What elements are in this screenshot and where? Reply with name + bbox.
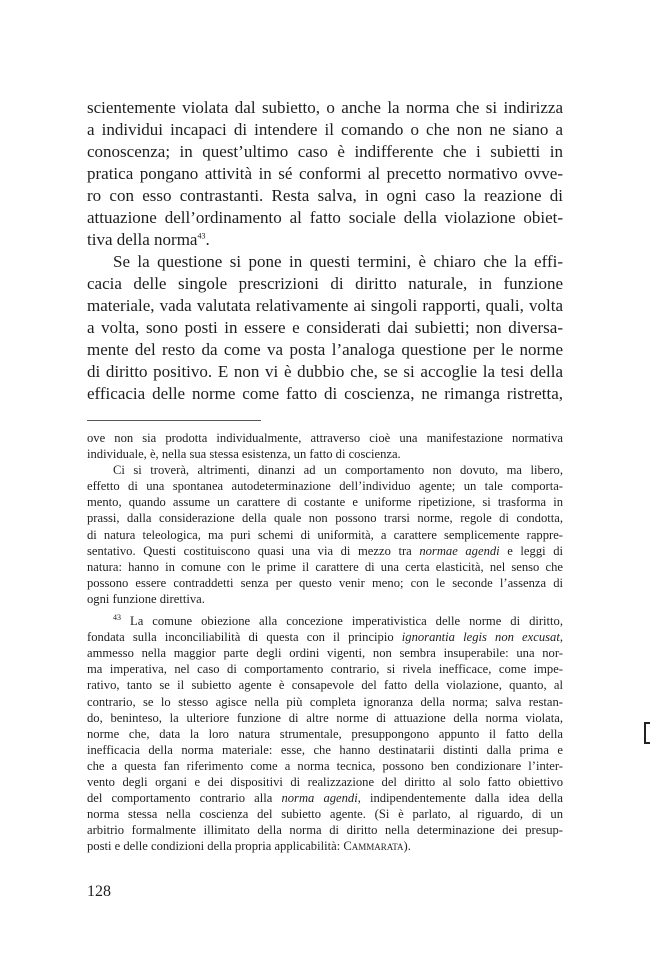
- note-line: contrario, se lo stesso agisce nella più completa ignoranza della norma; salva restan-: [87, 694, 563, 709]
- note-line: ma imperativa, nel caso di comportamento contrario, si rivela inefficace, come impe-: [87, 662, 563, 677]
- note-italic: normae agendi: [419, 543, 500, 558]
- note-fragment: del comportamento contrario alla: [87, 791, 282, 806]
- footnote-divider: [87, 420, 261, 421]
- note-line: vento degli organi e dei dispositivi di realizzazione del diritto al solo fatto obiettivo: [87, 774, 563, 789]
- text-line: cacia delle singole prescrizioni di diritto naturale, in funzione: [87, 274, 563, 293]
- note-fragment: ).: [403, 839, 411, 854]
- note-line: inefficacia della norma materiale: esse, che hanno destinatarii distinti dalla prima e: [87, 742, 563, 757]
- text-line: efficacia delle norme come fatto di coscienza, ne rimanga ristretta,: [87, 384, 563, 403]
- text-line: [87, 229, 563, 251]
- note-line: [87, 838, 563, 854]
- text-line: pratica pongano attività in sé conformi al precetto normativo ovve-: [87, 164, 563, 183]
- footnote-reference[interactable]: 43: [197, 231, 206, 241]
- text-line: mente del resto da come va posta l’analoga questione per le norme: [87, 340, 563, 359]
- text-line: attuazione dell’ordinamento al fatto sociale della violazione obiet-: [87, 208, 563, 227]
- footnote-number: 43: [113, 612, 121, 622]
- text-line: a individui incapaci di intendere il comando o che non ne siano a: [87, 120, 563, 139]
- note-fragment: e leggi di: [499, 543, 563, 558]
- text-line: a volta, sono posti in essere e considerati dai subietti; non diversa-: [87, 318, 563, 337]
- note-line: [87, 790, 563, 806]
- text-line: materiale, vada valutata relativamente ai singoli rapporti, quali, volta: [87, 296, 563, 315]
- note-line: [87, 543, 563, 559]
- note-line: che a questa fan riferimento come a norma tecnica, possono ben condizionare l’inter-: [87, 758, 563, 773]
- note-fragment: fondata sulla inconciliabilità di questa con il principio: [87, 630, 402, 645]
- note-line: possono essere contraddetti senza per questo venir meno; con le seconde l’assenza di: [87, 575, 563, 590]
- note-line: Ci si troverà, altrimenti, dinanzi ad un comportamento non dovuto, ma libero,: [113, 463, 563, 478]
- note-line: norma stessa nella coscienza del subietto agente. (Si è parlato, al riguardo, di un: [87, 807, 563, 822]
- text-fragment: tiva della norma: [87, 230, 198, 249]
- note-line: individuale, è, nella sua stessa esistenza, un fatto di coscienza.: [87, 447, 401, 462]
- note-line: mento, quando assume un carattere di costante e uniforme ripetizione, si trasforma in: [87, 495, 563, 510]
- note-fragment: sentativo. Questi costituiscono quasi una via di mezzo tra: [87, 543, 420, 558]
- note-smallcaps: Cammarata: [343, 839, 404, 854]
- note-line: [87, 629, 563, 645]
- text-line: conoscenza; in quest’ultimo caso è indifferente che i subietti in: [87, 142, 563, 161]
- note-line: arbitrio formalmente illimitato della norma di diritto nella determinazione dei presup-: [87, 823, 563, 838]
- note-line: natura: hanno in comune con le prime il carattere di una certa elasticità, nel senso che: [87, 559, 563, 574]
- margin-bracket-mark: [644, 722, 650, 744]
- note-line: di natura teleologica, ma puri schemi di uniformità, a carattere semplicemente rappre-: [87, 527, 563, 542]
- text-line: Se la questione si pone in questi termini, è chiaro che la effi-: [113, 252, 563, 271]
- text-fragment: .: [205, 230, 210, 249]
- note-line: do, beninteso, la ulteriore funzione di altre norme di attuazione della norma violata,: [87, 710, 563, 725]
- note-fragment: La comune obiezione alla concezione imperativistica delle norme di diritto,: [130, 614, 564, 629]
- note-line: effetto di una spontanea autodeterminazione dell’individuo agente; un tale comporta-: [87, 479, 563, 494]
- note-line: prassi, dalla considerazione della quale non possono trarsi norme, regole di condotta,: [87, 511, 563, 526]
- note-line: rativo, tanto se il subietto agente è consapevole del fatto della violazione, quanto, al: [87, 678, 563, 693]
- note-italic: norma agendi: [281, 791, 358, 806]
- note-italic: ignorantia legis non excusat: [401, 630, 560, 645]
- text-line: ro con esso contrastanti. Resta salva, in ogni caso la reazione di: [87, 186, 563, 205]
- note-line: ammesso nella maggior parte degli ordini vigenti, non sembra insuperabile: una nor-: [87, 646, 563, 661]
- note-fragment: ,: [559, 630, 563, 645]
- text-line: scientemente violata dal subietto, o anche la norma che si indirizza: [87, 98, 563, 117]
- note-fragment: , indipendentemente dalla idea della: [357, 791, 564, 806]
- page-number: 128: [87, 883, 111, 900]
- footnote-43-line: [87, 613, 563, 629]
- main-text: [87, 97, 563, 405]
- note-fragment: posti e delle condizioni della propria applicabilità:: [87, 839, 344, 854]
- footnotes: [87, 430, 563, 854]
- note-line: ove non sia prodotta individualmente, attraverso cioè una manifestazione normativa: [87, 431, 563, 445]
- note-line: norme che, data la loro natura strumentale, presuppongono appunto il fatto della: [87, 726, 563, 741]
- text-line: di diritto positivo. E non vi è dubbio che, se si accoglie la tesi della: [87, 362, 563, 381]
- note-line: ogni funzione direttiva.: [87, 591, 205, 606]
